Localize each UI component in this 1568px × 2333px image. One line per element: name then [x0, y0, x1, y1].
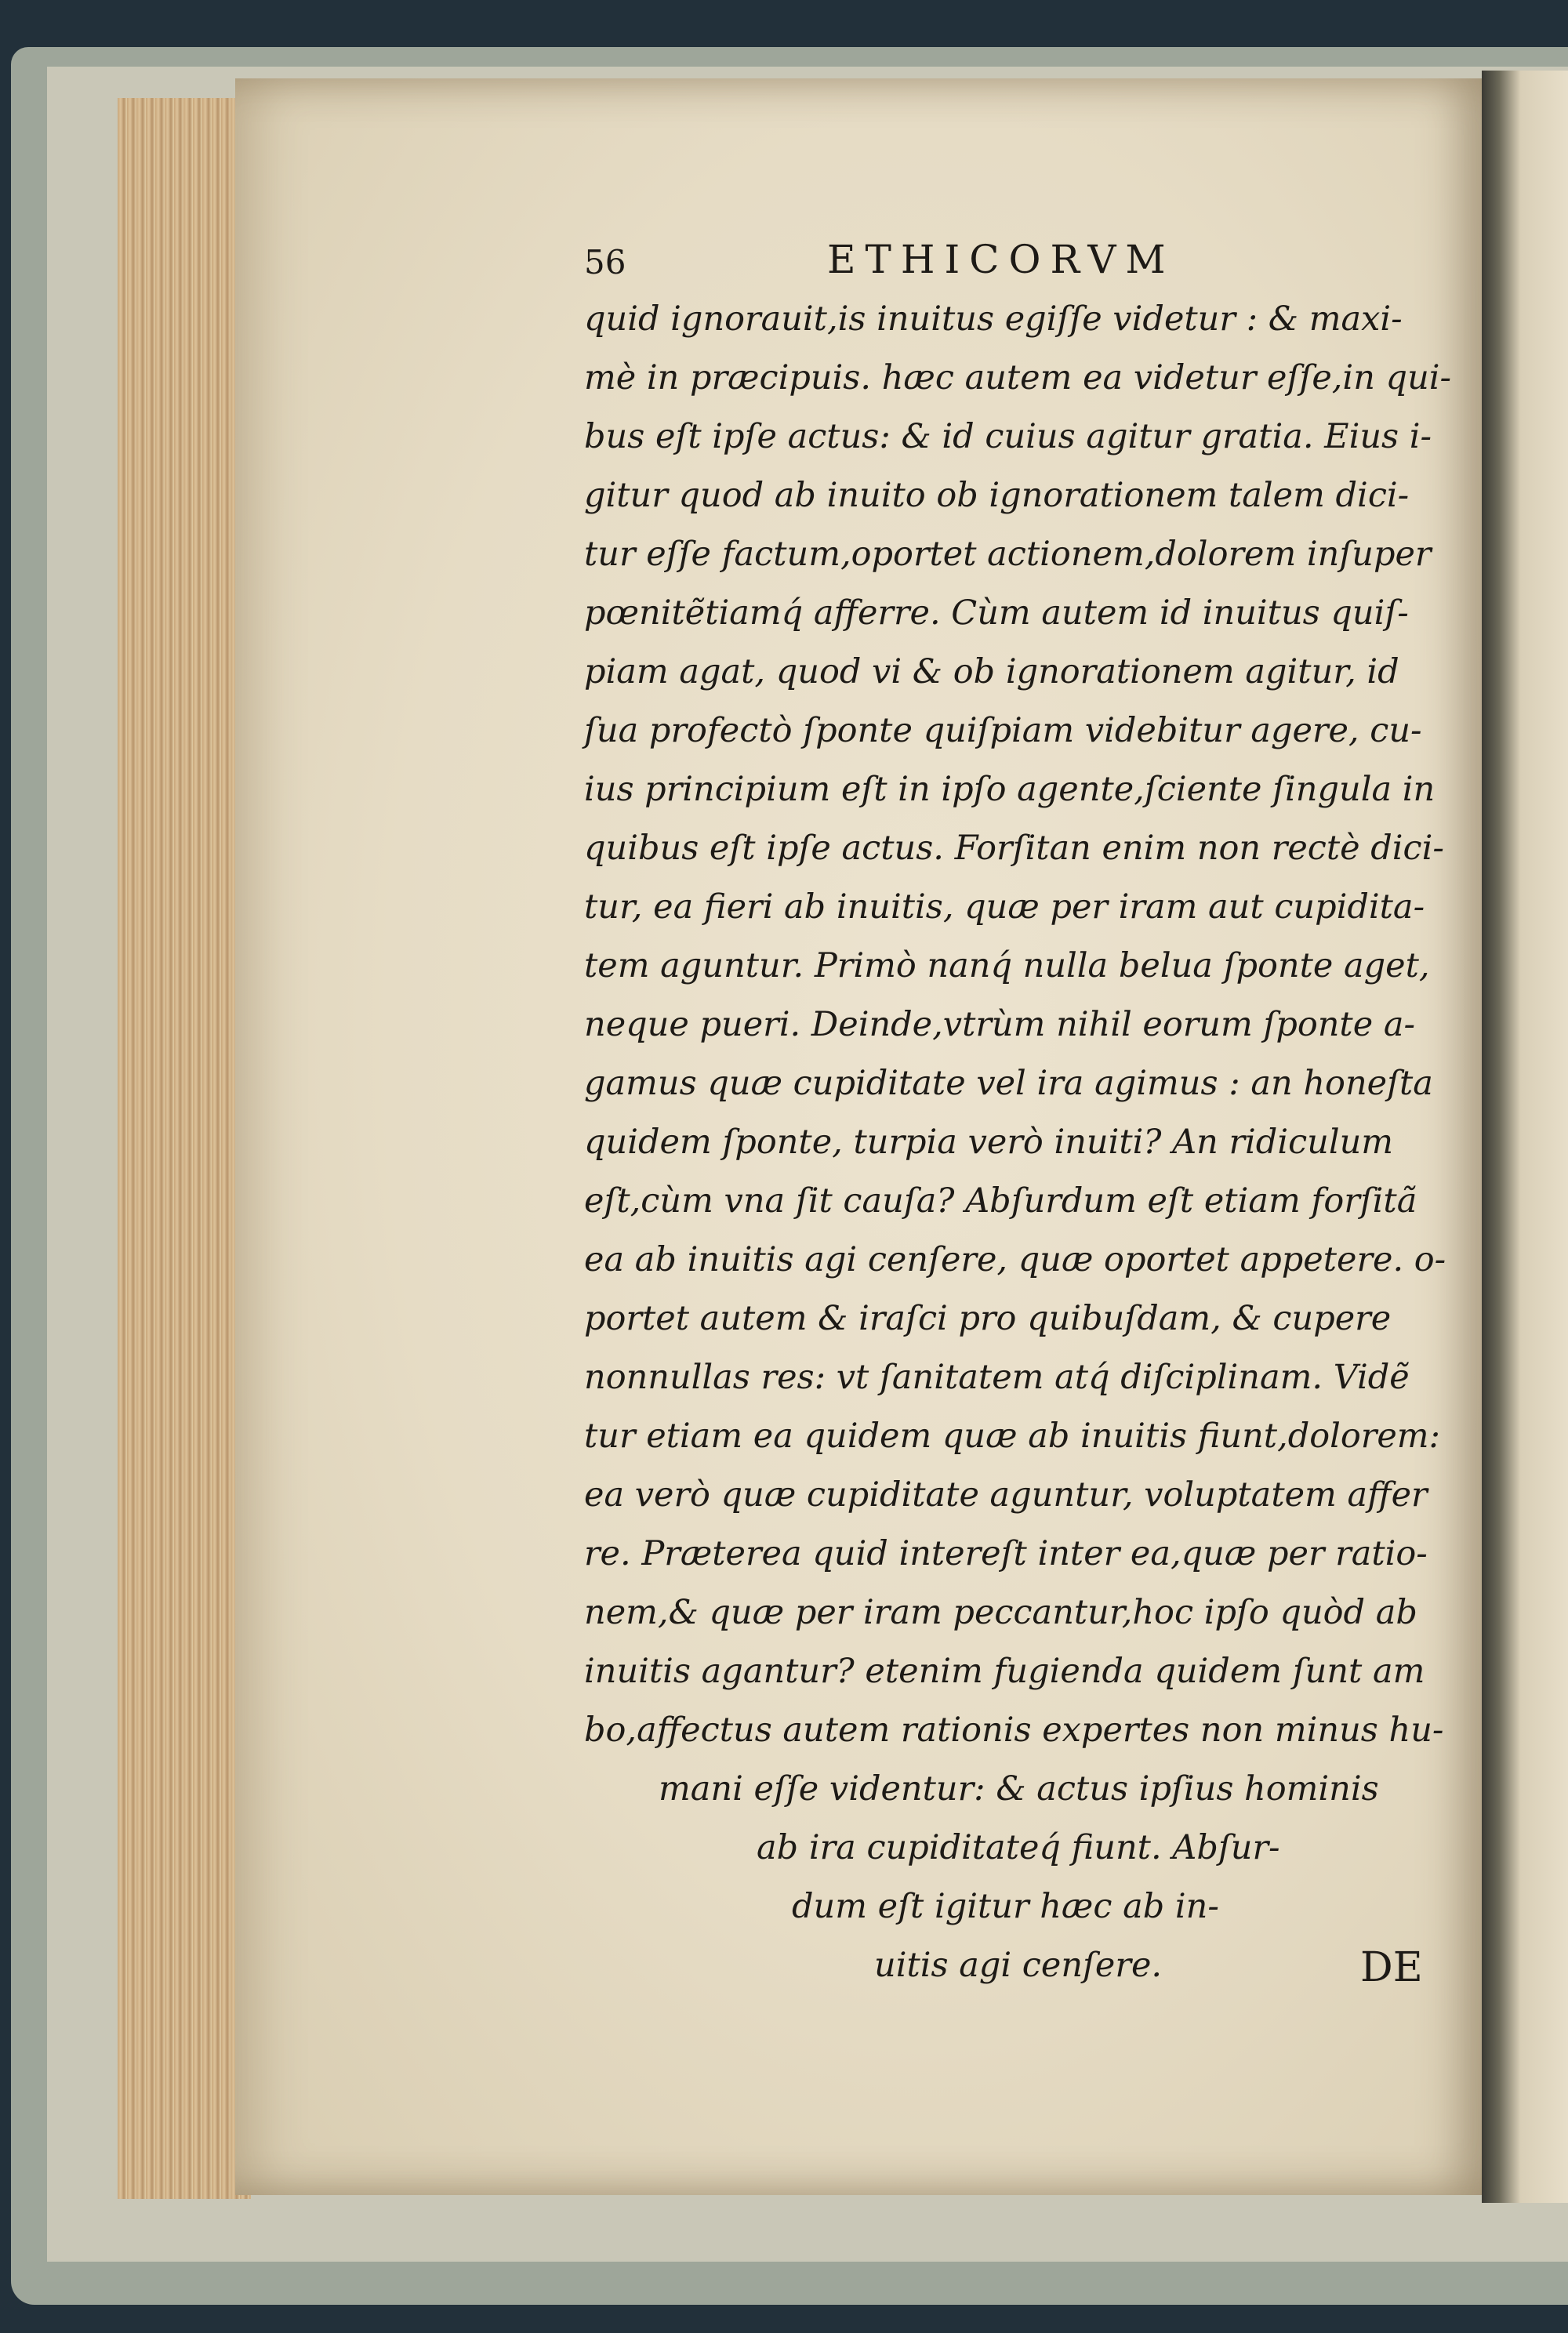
- body-text: [584, 290, 1478, 1995]
- text-line: portet autem & iraſci pro quibuſdam, & cupere: [584, 1299, 1392, 1338]
- catchword: DE: [1360, 1944, 1423, 1991]
- text-line: ſua profectò ſponte quiſpiam videbitur agere, cu-: [584, 711, 1422, 750]
- text-line: ea ab inuitis agi cenſere, quæ oportet appetere. o-: [584, 1240, 1446, 1279]
- text-line: inuitis agantur? etenim fugienda quidem ſunt am: [584, 1652, 1425, 1691]
- text-line: quidem ſponte, turpia verò inuiti? An ridiculum: [584, 1123, 1394, 1162]
- text-line: ab ira cupiditateq́ fiunt. Abſur-: [757, 1828, 1280, 1867]
- text-line: piam agat, quod vi & ob ignorationem agitur, id: [584, 652, 1399, 691]
- text-line: pœnitẽtiamq́ afferre. Cùm autem id inuitus quiſ-: [584, 593, 1409, 633]
- text-line: re. Præterea quid intereſt inter ea,quæ per ratio-: [584, 1534, 1428, 1573]
- text-line: tem aguntur. Primò nanq́ nulla belua ſponte aget,: [584, 946, 1430, 985]
- text-line: bus eſt ipſe actus: & id cuius agitur gratia. Eius i-: [584, 417, 1432, 456]
- running-head: ETHICORVM: [827, 237, 1175, 282]
- text-line: mè in præcipuis. hæc autem ea videtur eſſe,in qui-: [584, 358, 1452, 397]
- text-line: bo,affectus autem rationis expertes non minus hu-: [584, 1711, 1444, 1750]
- text-line: nem,& quæ per iram peccantur,hoc ipſo quòd ab: [584, 1593, 1417, 1632]
- page-header: [584, 227, 1462, 290]
- page-edges: [118, 98, 251, 2199]
- text-line: tur etiam ea quidem quæ ab inuitis fiunt,dolorem:: [584, 1417, 1441, 1456]
- facing-page-gutter: [1482, 71, 1568, 2203]
- text-line: ea verò quæ cupiditate aguntur, voluptatem affer: [584, 1475, 1428, 1515]
- text-line: ius principium eſt in ipſo agente,ſciente ſingula in: [584, 770, 1436, 809]
- text-line: eſt,cùm vna ſit cauſa? Abſurdum eſt etiam forſitã: [584, 1181, 1417, 1221]
- text-line: quibus eſt ipſe actus. Forſitan enim non rectè dici-: [584, 829, 1444, 868]
- text-line: neque pueri. Deinde,vtrùm nihil eorum ſponte a-: [584, 1005, 1415, 1044]
- text-line: tur eſſe factum,oportet actionem,dolorem inſuper: [584, 535, 1432, 574]
- text-line: uitis agi cenſere.: [874, 1946, 1163, 1985]
- text-line: gamus quæ cupiditate vel ira agimus : an honeſta: [584, 1064, 1433, 1103]
- text-line: gitur quod ab inuito ob ignorationem talem dici-: [584, 476, 1410, 515]
- text-line: mani eſſe videntur: & actus ipſius hominis: [659, 1769, 1379, 1809]
- text-line: tur, ea fieri ab inuitis, quæ per iram aut cupidita-: [584, 887, 1425, 927]
- text-line: nonnullas res: vt ſanitatem atq́ diſciplinam. Vidẽ: [584, 1358, 1410, 1397]
- page-number: 56: [584, 243, 626, 281]
- text-line: dum eſt igitur hæc ab in-: [792, 1887, 1219, 1926]
- text-line: quid ignorauit,is inuitus egiſſe videtur : & maxi-: [584, 299, 1403, 339]
